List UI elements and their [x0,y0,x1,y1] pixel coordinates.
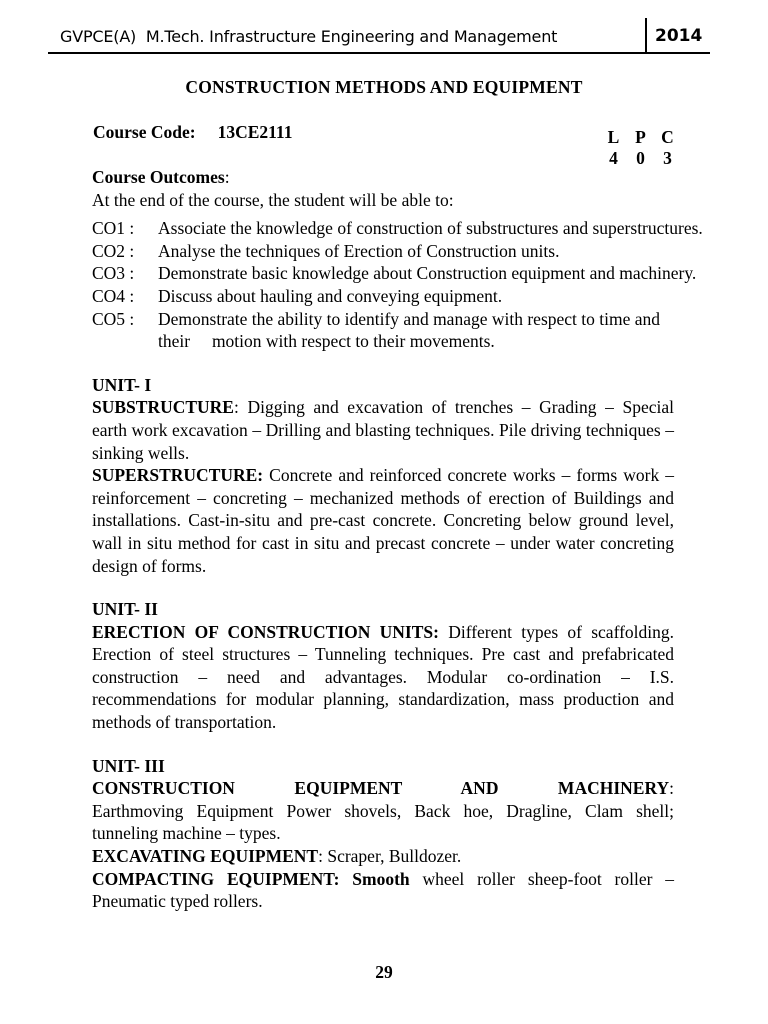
ltp-header-c: C [661,127,674,147]
outcomes-heading: Course Outcomes: [92,167,230,187]
co-text: Demonstrate the ability to identify and manage with respect to time and their motion with respect to their movements. [158,308,665,352]
unit-3-earthmoving: Earthmoving Equipment Power shovels, Back hoe, Dragline, Clam shell; tunneling machine – types. [92,800,674,844]
ltp-value-c: 3 [663,148,672,168]
list-item [92,308,672,353]
co-label: CO3 : [92,263,135,284]
document-body [92,166,706,913]
list-item [92,262,706,285]
course-code [93,122,292,143]
header-divider [645,18,647,52]
units-content [92,374,674,913]
co-text: Demonstrate basic knowledge about Construction equipment and machinery. [158,263,697,284]
unit-1-superstructure: SUPERSTRUCTURE: Concrete and reinforced concrete works – forms work – reinforcement – concreting – mechanized methods of erection of Buildings and installations. Cast-in-situ and pre-cast concrete. Concreting below ground level, wall in situ method for cast in situ and precast concrete – under water concreting design of forms. [92,465,674,576]
unit-2-title: UNIT- II [92,599,158,620]
co-label: CO4 : [92,285,135,306]
page-number: 29 [375,962,393,982]
unit-1-substructure: SUBSTRUCTURE: Digging and excavation of trenches – Grading – Special earth work excavation – Drilling and blasting techniques. Pile driving techniques – sinking wells. [92,397,674,463]
co-text: Associate the knowledge of construction of substructures and superstructures. [158,218,703,239]
outcomes-intro: At the end of the course, the student will be able to: [92,189,454,210]
course-code-label: Course Code: [93,122,196,142]
course-code-value: 13CE2111 [217,122,293,142]
outcomes-list [92,217,706,353]
ltp-value-l: 4 [609,148,618,168]
header-year: 2014 [655,26,703,46]
unit-1-title: UNIT- I [92,374,152,395]
ltp-header-l: L [607,127,620,147]
unit-3-excavating: EXCAVATING EQUIPMENT: Scraper, Bulldozer. [92,846,462,867]
ltp-credits [606,127,675,169]
unit-3-title: UNIT- III [92,755,165,776]
running-header [48,18,710,54]
document-title: CONSTRUCTION METHODS AND EQUIPMENT [185,77,583,97]
unit-2-erection: ERECTION OF CONSTRUCTION UNITS: Different types of scaffolding. Erection of steel structures – Tunneling techniques. Pre cast and prefabricated construction – need and advantages. Modular co-ordination – I.S. recommendations for modular planning, standardization, mass production and methods of transportation. [92,621,675,733]
list-item [92,240,706,263]
co-text: Analyse the techniques of Erection of Construction units. [158,240,560,261]
co-label: CO5 : [92,308,135,329]
ltp-value-p: 0 [636,148,645,168]
header-institution-program: GVPCE(A) M.Tech. Infrastructure Engineering and Management [60,27,558,46]
co-text: Discuss about hauling and conveying equipment. [158,285,503,306]
co-label: CO2 : [92,240,135,261]
unit-3-compacting: COMPACTING EQUIPMENT: Smooth wheel roller sheep-foot roller – Pneumatic typed rollers. [92,868,674,912]
list-item [92,285,706,308]
co-label: CO1 : [92,218,135,239]
ltp-header-row [606,127,675,148]
unit-3-heading: CONSTRUCTION EQUIPMENT AND MACHINERY: [92,778,674,799]
ltp-header-p: P [635,127,646,147]
list-item [92,217,706,240]
